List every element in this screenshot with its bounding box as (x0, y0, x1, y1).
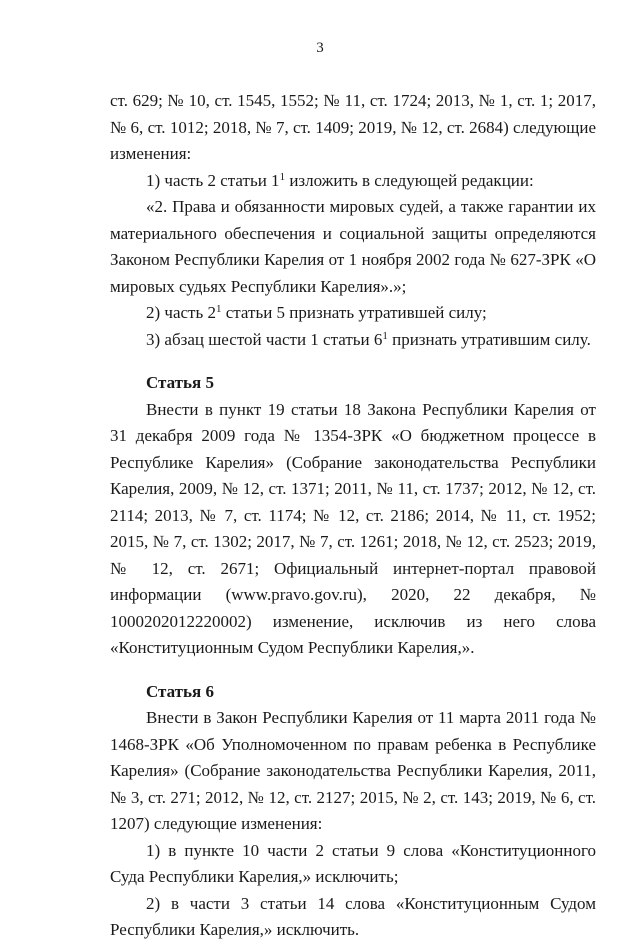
page-number: 3 (316, 40, 324, 56)
article-6-heading: Статья 6 (146, 681, 214, 701)
superscript: 1 (382, 329, 388, 342)
amendment-item-3-text-end: признать утратившим силу. (387, 329, 591, 349)
amendment-item-1-text-start: 1) часть 2 статьи 1 (146, 170, 280, 190)
paragraph-continuation: ст. 629; № 10, ст. 1545, 1552; № 11, ст. 1724; 2013, № 1, ст. 1; 2017, № 6, ст. 1012; 2018, № 7, ст. 1409; 2019, № 12, ст. 2684) следующие изменения: (110, 91, 596, 163)
amendment-item-2-text-start: 2) часть 2 (146, 303, 216, 322)
amendment-item-1 (110, 168, 596, 195)
article-5-heading: Статья 5 (146, 373, 214, 392)
quoted-new-wording: «2. Права и обязанности мировых судей, а также гарантии их материального обеспечения и социальной защиты определяются Законом Республики Карелия от 1 ноября 2002 года № 627-ЗРК «О мировых судьях Республики Карелия».»; (110, 197, 596, 296)
amendment-item-3 (110, 327, 596, 354)
article-6-item-1: 1) в пункте 10 части 2 статьи 9 слова «Конституционного Суда Республики Карелия,» исключить; (110, 840, 596, 886)
amendment-item-1-text-end: изложить в следующей редакции: (285, 170, 534, 190)
document-body (110, 88, 596, 944)
article-6-text: Внести в Закон Республики Карелия от 11 марта 2011 года № 1468-ЗРК «Об Уполномоченном по правам ребенка в Республике Карелия» (Собрание законодательства Республики Карелия, 2011, № 3, ст. 271; 2012, № 12, ст. 2127; 2015, № 2, ст. 143; 2019, № 6, ст. 1207) следующие изменения: (110, 708, 596, 833)
superscript: 1 (279, 170, 286, 183)
amendment-item-2-text-end: статьи 5 признать утратившей силу; (221, 303, 487, 322)
article-6-item-2: 2) в части 3 статьи 14 слова «Конституционным Судом Республики Карелия,» исключить. (110, 893, 596, 939)
article-5-text: Внести в пункт 19 статьи 18 Закона Республики Карелия от 31 декабря 2009 года № 1354-ЗРК «О бюджетном процессе в Республике Карелия» (Собрание законодательства Республики Карелия, 2009, № 12, ст. 1371; 2011, № 11, ст. 1737; 2012, № 12, ст. 2114; 2013, № 7, ст. 1174; № 12, ст. 2186; 2014, № 11, ст. 1952; 2015, № 7, ст. 1302; 2017, № 7, ст. 1261; 2018, № 12, ст. 2523; 2019, № 12, ст. 2671; Официальный интернет-портал правовой информации (www.pravo.gov.ru), 2020, 22 декабря, № 1000202012220002) изменение, исключив из него слова «Конституционным Судом Республики Карелия,». (110, 399, 596, 657)
superscript: 1 (215, 303, 222, 315)
amendment-item-2 (110, 300, 596, 327)
amendment-item-3-text-start: 3) абзац шестой части 1 статьи 6 (146, 329, 383, 349)
